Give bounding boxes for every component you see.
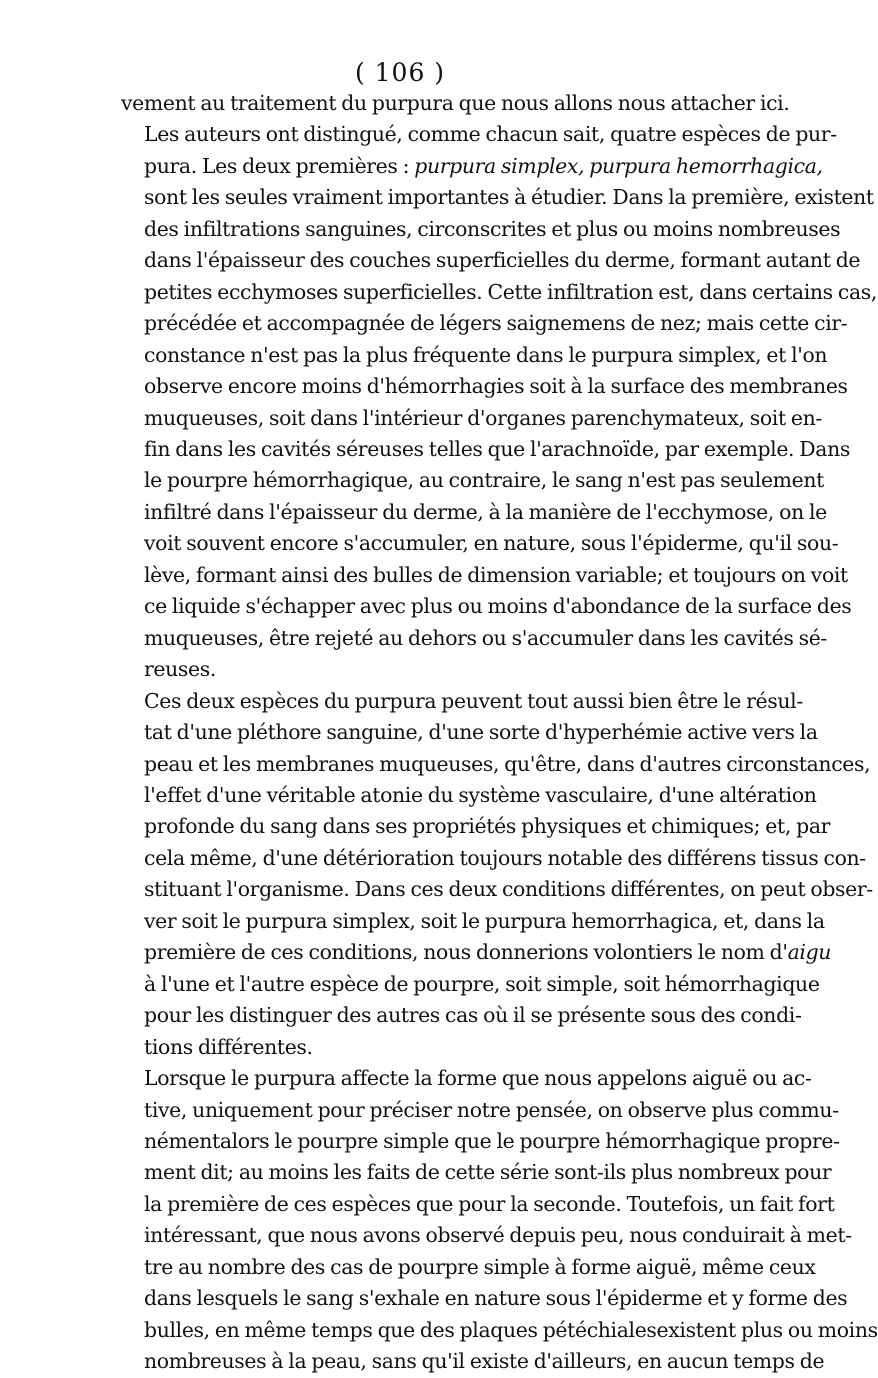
text-line: l'effet d'une véritable atonie du système vasculaire, d'une altération: [144, 782, 817, 807]
italic-term: aigu: [787, 940, 832, 965]
text-line: pour les distinguer des autres cas où il se présente sous des condi-: [144, 1003, 802, 1028]
text-line: petites ecchymoses superficielles. Cette infiltration est, dans certains cas,: [144, 279, 878, 304]
text-line: observe encore moins d'hémorrhagies soit à la surface des membranes: [144, 374, 848, 399]
paragraph-causes: [121, 686, 873, 1063]
text-line: Lorsque le purpura affecte la forme que nous appelons aiguë ou ac-: [144, 1066, 812, 1091]
text-line: à l'une et l'autre espèce de pourpre, soit simple, soit hémorrhagique: [144, 971, 820, 996]
text-line: fin dans les cavités séreuses telles que l'arachnoïde, par exemple. Dans: [144, 436, 851, 461]
text-line-italic-mixed: première de ces conditions, nous donnerions volontiers le nom d'aigu: [144, 940, 832, 965]
body-text: [121, 88, 878, 1378]
page-number: ( 106 ): [354, 58, 446, 87]
text-line: précédée et accompagnée de légers saignemens de nez; mais cette cir-: [144, 311, 848, 336]
text-line: profonde du sang dans ses propriétés physiques et chimiques; et, par: [144, 814, 831, 839]
text-line: reuses.: [144, 657, 216, 682]
text-line: ce liquide s'échapper avec plus ou moins d'abondance de la surface des: [144, 594, 852, 619]
text-line: nombreuses à la peau, sans qu'il existe d'ailleurs, en aucun temps de: [144, 1349, 825, 1374]
text-line: dans lesquels le sang s'exhale en nature sous l'épiderme et y forme des: [144, 1286, 848, 1311]
text-line: ment dit; au moins les faits de cette série sont-ils plus nombreux pour: [144, 1160, 832, 1185]
text-line: Les auteurs ont distingué, comme chacun sait, quatre espèces de pur-: [144, 122, 837, 147]
text-line: voit souvent encore s'accumuler, en nature, sous l'épiderme, qu'il sou-: [144, 531, 839, 556]
text-line: infiltré dans l'épaisseur du derme, à la manière de l'ecchymose, on le: [144, 499, 827, 524]
text-line-italic-mixed: pura. Les deux premières : purpura simplex, purpura hemorrhagica,: [144, 153, 823, 178]
text-line: peau et les membranes muqueuses, qu'être, dans d'autres circonstances,: [144, 751, 871, 776]
text-line: des infiltrations sanguines, circonscrites et plus ou moins nombreuses: [144, 216, 841, 241]
italic-term: purpura simplex, purpura hemorrhagica,: [414, 153, 823, 178]
text-line: muqueuses, être rejeté au dehors ou s'accumuler dans les cavités sé-: [144, 625, 827, 650]
text-line: stituant l'organisme. Dans ces deux conditions différentes, on peut obser-: [144, 877, 873, 902]
text-line: vement au traitement du purpura que nous allons nous attacher ici.: [121, 91, 790, 115]
text-line: la première de ces espèces que pour la seconde. Toutefois, un fait fort: [144, 1191, 835, 1216]
text-line: tive, uniquement pour préciser notre pensée, on observe plus commu-: [144, 1097, 839, 1122]
text-line: tat d'une pléthore sanguine, d'une sorte d'hyperhémie active vers la: [144, 720, 818, 745]
text-line: constance n'est pas la plus fréquente dans le purpura simplex, et l'on: [144, 342, 828, 367]
text-line: bulles, en même temps que des plaques pétéchialesexistent plus ou moins: [144, 1317, 878, 1342]
text-line: sont les seules vraiment importantes à étudier. Dans la première, existent: [144, 185, 874, 210]
paragraph-species: [121, 119, 878, 685]
text-line: muqueuses, soit dans l'intérieur d'organes parenchymateux, soit en-: [144, 405, 822, 430]
text-line: tions différentes.: [144, 1034, 313, 1059]
text-line: tre au nombre des cas de pourpre simple à forme aiguë, même ceux: [144, 1254, 816, 1279]
text-line: lève, formant ainsi des bulles de dimension variable; et toujours on voit: [144, 562, 848, 587]
text-line: le pourpre hémorrhagique, au contraire, le sang n'est pas seulement: [144, 468, 824, 493]
text-line: intéressant, que nous avons observé depuis peu, nous conduirait à met-: [144, 1223, 852, 1248]
text-line: némentalors le pourpre simple que le pourpre hémorrhagique propre-: [144, 1128, 840, 1153]
text-line: ver soit le purpura simplex, soit le purpura hemorrhagica, et, dans la: [144, 908, 825, 933]
paragraph-acute-form: [121, 1063, 878, 1378]
text-line: Ces deux espèces du purpura peuvent tout aussi bien être le résul-: [144, 688, 803, 713]
text-line: cela même, d'une détérioration toujours notable des différens tissus con-: [144, 845, 866, 870]
paragraph-continuation: [121, 88, 790, 119]
text-line: dans l'épaisseur des couches superficielles du derme, formant autant de: [144, 248, 861, 273]
